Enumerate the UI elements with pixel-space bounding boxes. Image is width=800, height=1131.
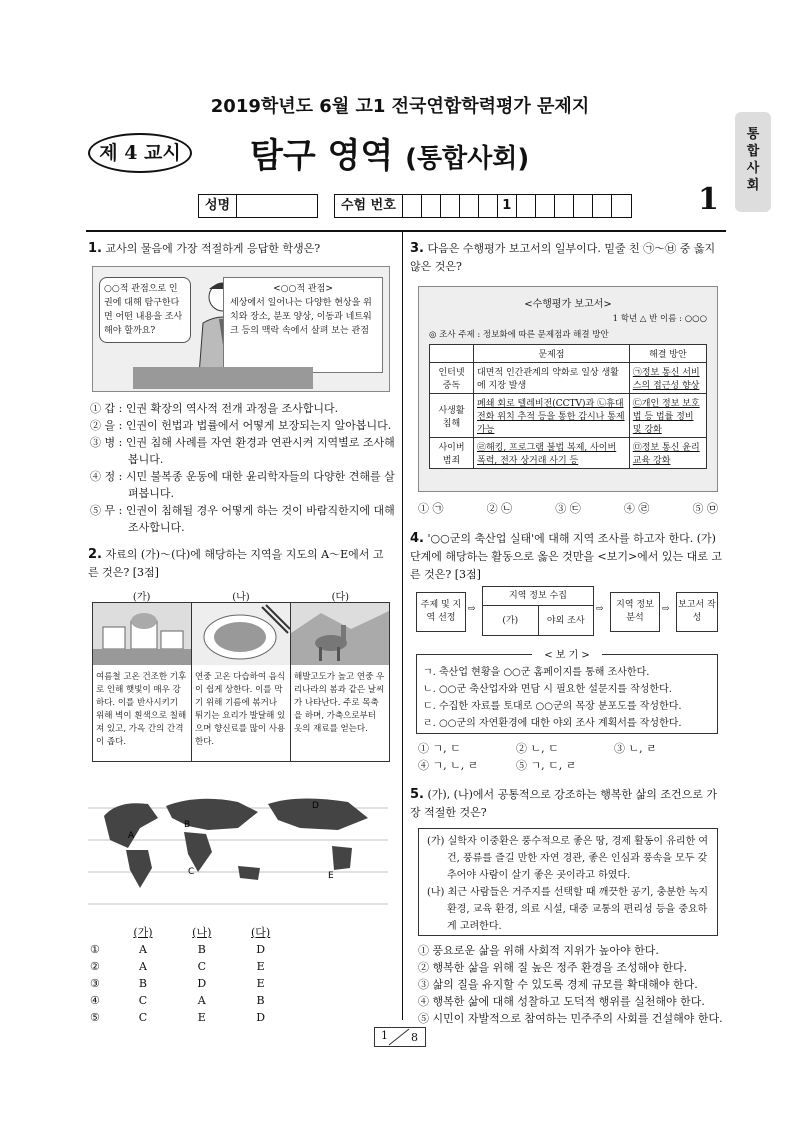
q3-number: 3. [410, 241, 424, 256]
report-cell: ㉢개인 정보 보호법 등 법률 정비 및 강화 [629, 394, 706, 438]
q2-text-na: 연중 고온 다습하여 음식이 쉽게 상한다. 이를 막기 위해 기름에 볶거나 튀기는 요리가 발달해 있으며 향신료를 많이 사용한다. [195, 672, 286, 747]
board-text: 세상에서 일어나는 다양한 현상을 위치와 장소, 분포 양상, 이동과 네트워크 등의 맥락 속에서 살펴 보는 관점 [230, 298, 372, 336]
subject-title [250, 128, 529, 177]
q2-col-label: (나) [232, 592, 250, 603]
q5-passage [418, 828, 718, 936]
exam-digit[interactable] [441, 195, 460, 217]
session-badge: 제 4 교시 [88, 133, 192, 173]
flow-step: 주제 및 지역 선정 [416, 592, 466, 632]
page-current: 1 [381, 1029, 388, 1042]
bogi-item: ㄷ. 수집한 자료를 토대로 ○○군의 목장 분포도를 작성한다. [423, 701, 682, 712]
world-map [88, 788, 388, 920]
q1-option[interactable]: ① 갑 : 인권 확장의 역사적 전개 과정을 조사합니다. [90, 402, 339, 415]
q5-option[interactable]: ⑤ 시민이 자발적으로 참여하는 민주주의 사회를 건설해야 한다. [418, 1012, 723, 1025]
report-meta: 1 학년 △ 반 이름 : ○○○ [612, 314, 707, 324]
q4-bogi [416, 650, 718, 734]
q2-cell: D [256, 943, 266, 956]
q2-cell: B [197, 943, 206, 956]
q1-stem [88, 240, 394, 258]
q4-flowchart [416, 586, 718, 644]
report-cell: 대면적 인간관계의 약화로 일상 생활에 지장 발생 [474, 363, 630, 394]
q5-number: 5. [410, 787, 424, 802]
report-cell: 사생활 침해 [430, 394, 474, 438]
q5-option[interactable]: ④ 행복한 삶에 대해 성찰하고 도덕적 행위를 실천해야 한다. [418, 995, 705, 1008]
q2-cell: A [197, 994, 206, 1007]
q1-options [90, 400, 396, 536]
flow-step: 지역 정보 분석 [610, 592, 660, 632]
report-cell: 인터넷 중독 [430, 363, 474, 394]
flow-step: 지역 정보 수집 [483, 587, 593, 606]
q4-stem [410, 530, 726, 584]
map-label: A [128, 831, 135, 841]
header-rule [86, 230, 726, 232]
q1-stem-text: 교사의 물음에 가장 적절하게 응답한 학생은? [105, 242, 321, 255]
q5-option[interactable]: ② 행복한 삶을 위해 질 높은 정주 환경을 조성해야 한다. [418, 961, 688, 974]
name-box [198, 194, 318, 218]
exam-number-box [334, 194, 632, 218]
report-cell: 문제점 [474, 345, 630, 363]
passage-na: (나) 최근 사람들은 거주지를 선택할 때 깨끗한 공기, 충분한 녹지 환경, 교육 환경, 의료 시설, 대중 교통의 편리성 등을 중요하게 고려한다. [427, 887, 709, 932]
map-label: D [312, 801, 319, 811]
q2-cell: E [256, 977, 265, 990]
flow-substep: 야외 조사 [546, 616, 585, 626]
exam-digit[interactable] [555, 195, 574, 217]
q2-cell: C [138, 1011, 148, 1024]
arrow-icon: ⇨ [596, 604, 604, 614]
q2-cell: ③ [90, 977, 100, 990]
q2-header-cell: (나) [192, 926, 212, 939]
q2-panels [92, 602, 390, 762]
q2-cell: B [138, 977, 147, 990]
name-field[interactable] [237, 195, 317, 217]
q1-illustration [92, 266, 390, 392]
q2-cell: D [197, 977, 207, 990]
q2-answer-row[interactable] [90, 992, 290, 1009]
bogi-title: < 보 기 > [532, 647, 602, 664]
q1-option[interactable]: ⑤ 무 : 인권이 침해될 경우 어떻게 하는 것이 바람직한지에 대해 조사합니다. [90, 504, 395, 534]
white-village-image [93, 603, 191, 665]
q2-stem [88, 546, 394, 582]
q2-cell: ⑤ [90, 1011, 100, 1024]
q3-options [418, 500, 718, 516]
q4-stem-text: '○○군의 축산업 실태'에 대해 지역 조사를 하고자 한다. (가) 단계에 해당하는 활동으로 옳은 것만을 <보기>에서 있는 대로 고른 것은? [3점] [410, 532, 723, 581]
q3-stem [410, 240, 726, 276]
report-header-row [430, 345, 707, 363]
q5-options [418, 942, 724, 1027]
q2-cell: ② [90, 960, 100, 973]
q2-text-da: 해발고도가 높고 연중 우리나라의 봄과 같은 날씨가 나타난다. 주로 목축을 하며, 가축으로부터 옷의 재료를 얻는다. [294, 672, 385, 734]
q3-option[interactable]: ③ ㉢ [555, 502, 581, 515]
arrow-icon: ⇨ [662, 604, 670, 614]
q2-panel-ga [93, 603, 192, 761]
fried-rice-image [192, 603, 290, 665]
q2-col-label: (다) [331, 592, 350, 603]
teacher-speech-bubble: ○○적 관점으로 인권에 대해 탐구한다면 어떤 내용을 조사해야 할까요? [99, 277, 191, 343]
side-tab-text: 통합사회 [746, 127, 760, 193]
page-indicator [374, 1027, 426, 1047]
report-cell: 해결 방안 [629, 345, 706, 363]
q5-option[interactable]: ① 풍요로운 삶을 위해 사회적 지위가 높아야 한다. [418, 944, 659, 957]
q2-header-cell: (다) [250, 926, 271, 939]
q2-answer-row[interactable] [90, 975, 290, 992]
q4-options [418, 740, 718, 774]
q5-stem [410, 786, 726, 822]
exam-digit[interactable] [403, 195, 422, 217]
q2-header-cell: (가) [133, 926, 153, 939]
q1-option[interactable]: ④ 정 : 시민 불복종 운동에 대한 윤리학자들의 다양한 견해를 살펴봅니다. [90, 470, 395, 500]
exam-digit-fixed: 1 [498, 195, 517, 217]
flow-substep-ga: (가) [483, 606, 539, 636]
q2-cell: B [256, 994, 265, 1007]
bogi-item: ㄹ. ○○군의 자연환경에 대한 야외 조사 계획서를 작성한다. [423, 718, 682, 729]
report-cell: ㉠정보 통신 서비스의 접근성 향상 [629, 363, 706, 394]
report-cell: 사이버 범죄 [430, 438, 474, 469]
lectern [133, 367, 313, 389]
q4-option[interactable]: ⑤ ㄱ, ㄷ, ㄹ [516, 759, 577, 772]
subject-sub: (통합사회) [405, 144, 530, 174]
q3-report [418, 286, 718, 492]
page-number-large: 1 [698, 182, 719, 217]
q2-cell: ④ [90, 994, 100, 1007]
arrow-icon: ⇨ [468, 604, 476, 614]
report-table [429, 344, 707, 469]
report-row [430, 438, 707, 469]
report-row [430, 394, 707, 438]
q2-cell: E [197, 1011, 206, 1024]
q3-stem-text: 다음은 수행평가 보고서의 일부이다. 밑줄 친 ㉠～㉥ 중 옳지 않은 것은? [410, 242, 716, 273]
q2-cell: A [138, 960, 147, 973]
q2-answer-table [90, 924, 290, 1026]
report-row [430, 363, 707, 394]
q2-text-ga: 여름철 고온 건조한 기후로 인해 햇빛이 매우 강하다. 이를 반사시키기 위해 벽이 흰색으로 칠해져 있고, 가옥 간의 간격이 좁다. [96, 672, 187, 747]
q4-option[interactable]: ① ㄱ, ㄷ [418, 742, 461, 755]
exam-digit[interactable] [479, 195, 498, 217]
q3-option[interactable]: ② ㉡ [486, 502, 513, 515]
q2-answer-row[interactable] [90, 1009, 290, 1026]
blackboard [223, 277, 383, 373]
exam-title: 2019학년도 6월 고1 전국연합학력평가 문제지 [210, 96, 590, 117]
column-divider [402, 232, 403, 1020]
q1-option[interactable]: ② 을 : 인권이 헌법과 법률에서 어떻게 보장되는지 알아봅니다. [90, 419, 392, 432]
map-label: C [188, 867, 195, 877]
q3-option[interactable]: ④ ㉣ [623, 502, 650, 515]
q3-option[interactable]: ① ㉠ [418, 502, 444, 515]
exam-digit[interactable] [574, 195, 593, 217]
q2-cell: ① [90, 943, 100, 956]
exam-number-label: 수험 번호 [335, 195, 403, 217]
q2-number: 2. [88, 547, 102, 562]
q2-cell: D [256, 1011, 266, 1024]
q2-stem-text: 자료의 (가)～(다)에 해당하는 지역을 지도의 A～E에서 고른 것은? [3점] [88, 548, 384, 579]
board-title: <○○적 관점> [273, 284, 333, 294]
exam-digit[interactable] [612, 195, 631, 217]
q4-option[interactable]: ④ ㄱ, ㄴ, ㄹ [418, 759, 479, 772]
q4-number: 4. [410, 531, 424, 546]
q1-option[interactable]: ③ 병 : 인권 침해 사례를 자연 환경과 연관시켜 지역별로 조사해 봅니다. [90, 436, 395, 466]
subject-main: 탐구 영역 [250, 136, 394, 176]
flow-group [482, 586, 594, 636]
side-tab [735, 112, 771, 212]
q2-column-labels [92, 588, 390, 603]
q2-cell: C [197, 960, 206, 973]
q2-cell: C [138, 994, 148, 1007]
name-label: 성명 [199, 195, 237, 217]
q2-answer-header [90, 924, 290, 941]
q2-col-label: (가) [132, 592, 151, 603]
q1-number: 1. [88, 241, 102, 256]
flow-step: 보고서 작성 [676, 592, 718, 632]
report-topic: ◎ 조사 주제 : 정보화에 따른 문제점과 해결 방안 [429, 330, 609, 340]
llama-highland-image [291, 603, 389, 665]
q2-panel-na [192, 603, 291, 761]
q2-answer-row[interactable] [90, 958, 290, 975]
q4-option[interactable]: ② ㄴ, ㄷ [516, 742, 559, 755]
q2-cell: A [138, 943, 147, 956]
q5-stem-text: (가), (나)에서 공통적으로 강조하는 행복한 삶의 조건으로 가장 적절한 것은? [410, 788, 718, 819]
exam-digit[interactable] [593, 195, 612, 217]
report-cell [430, 345, 474, 363]
exam-digit[interactable] [536, 195, 555, 217]
q2-panel-da [291, 603, 389, 761]
report-cell: ㉣해킹, 프로그램 불법 복제, 사이버 폭력, 전자 상거래 사기 등 [474, 438, 630, 469]
report-cell: ㉤정보 통신 윤리 교육 강화 [629, 438, 706, 469]
q2-answer-row[interactable] [90, 941, 290, 958]
exam-digit[interactable] [460, 195, 479, 217]
report-cell: 폐쇄 회로 텔레비전(CCTV)과 ㉡휴대 전화 위치 추적 등을 통한 감시나 통제 가능 [474, 394, 630, 438]
q3-option[interactable]: ⑤ ㉤ [692, 502, 718, 515]
map-label: E [328, 871, 334, 881]
page-total: 8 [411, 1031, 418, 1044]
bogi-item: ㄴ. ○○군 축산업자와 면담 시 필요한 설문지를 작성한다. [423, 684, 672, 695]
map-label: B [184, 820, 191, 830]
report-title: <수행평가 보고서> [524, 299, 612, 310]
passage-ga: (가) 실학자 이중환은 풍수적으로 좋은 땅, 경제 활동이 유리한 여건, 풍류를 즐길 만한 자연 경관, 좋은 인심과 풍속을 모두 갖추어야 사람이 살기 좋은 곳이라고 하였다. [427, 836, 709, 881]
exam-digit[interactable] [517, 195, 536, 217]
exam-digit[interactable] [422, 195, 441, 217]
bogi-item: ㄱ. 축산업 현황을 ○○군 홈페이지를 통해 조사한다. [423, 667, 650, 678]
q4-option[interactable]: ③ ㄴ, ㄹ [614, 742, 657, 755]
q5-option[interactable]: ③ 삶의 질을 유지할 수 있도록 경제 규모를 확대해야 한다. [418, 978, 698, 991]
q2-cell: E [256, 960, 265, 973]
